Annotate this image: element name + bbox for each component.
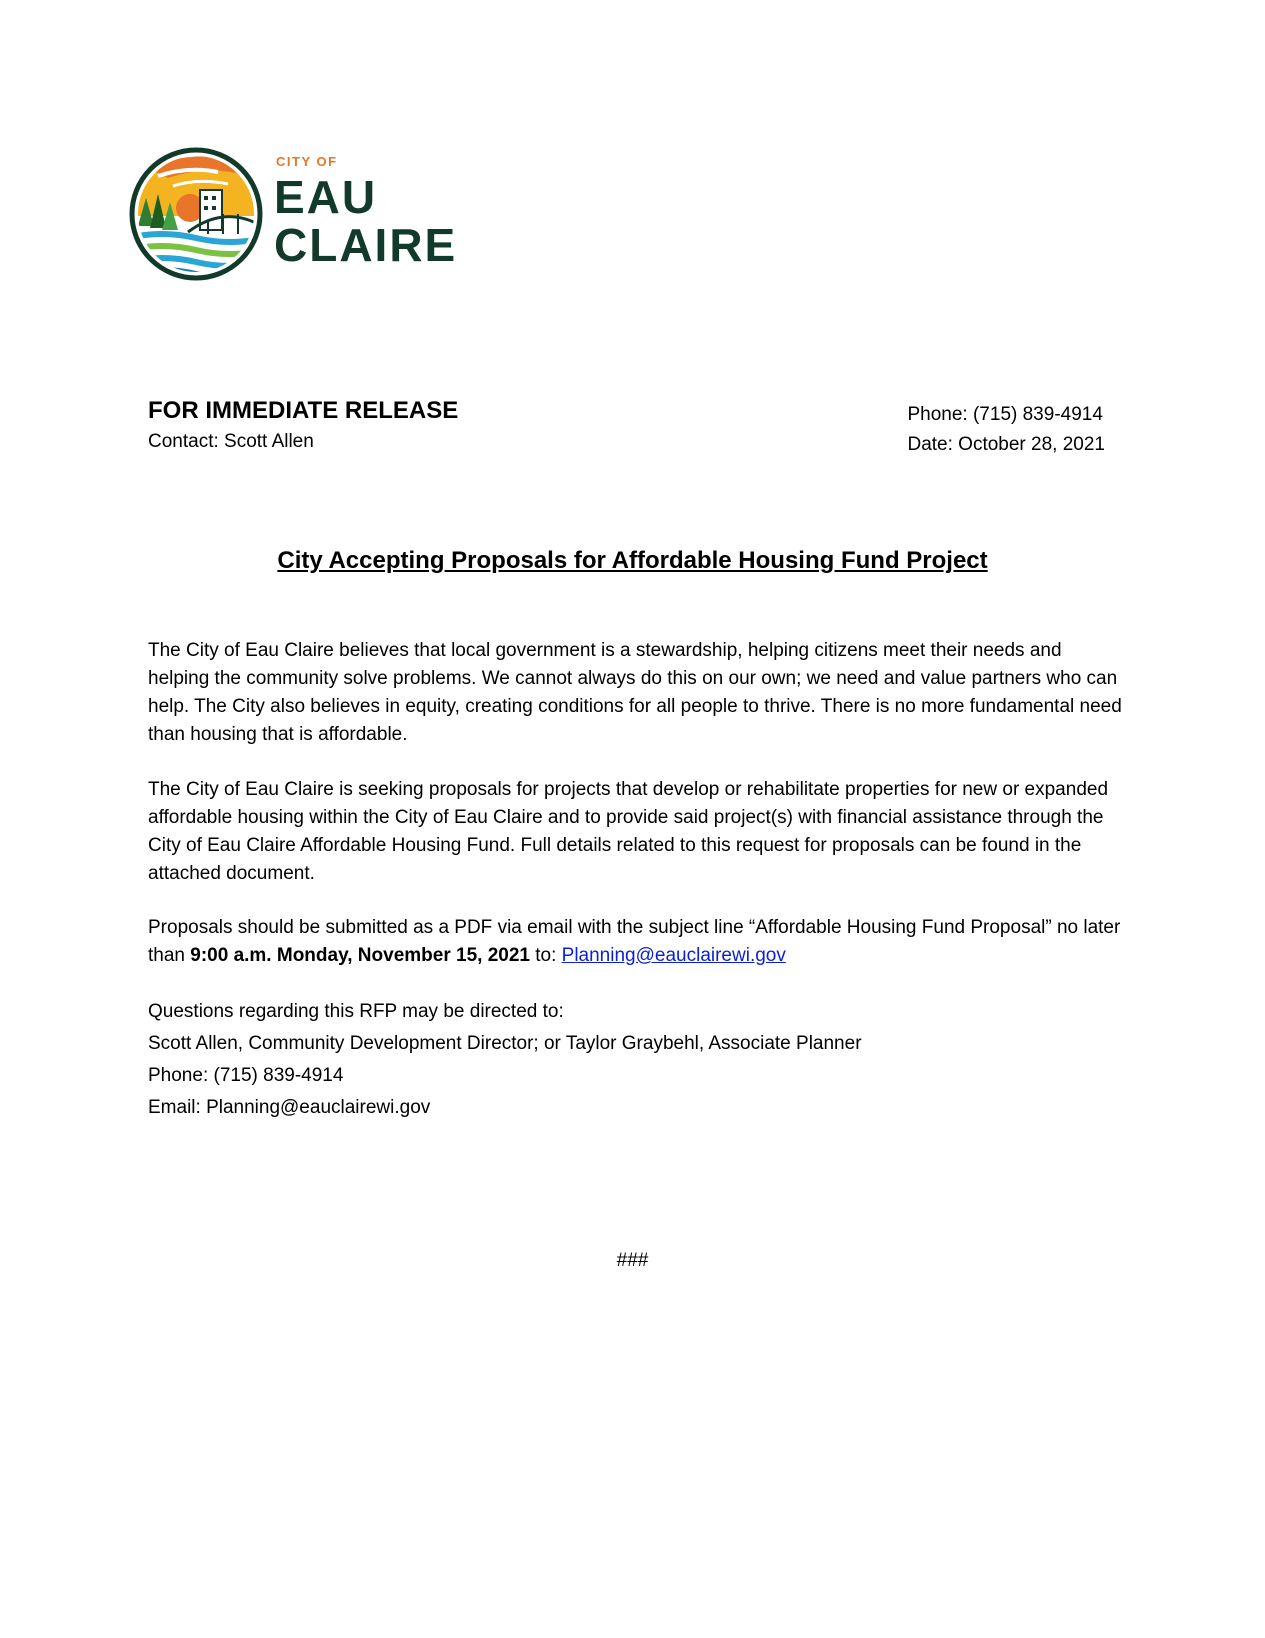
paragraph-submission bbox=[148, 914, 1123, 970]
questions-email: Email: Planning@eauclairewi.gov bbox=[148, 1097, 431, 1118]
questions-intro: Questions regarding this RFP may be directed to: bbox=[148, 1001, 564, 1022]
end-mark: ### bbox=[616, 1250, 649, 1271]
logo-eau-text: EAU bbox=[274, 171, 378, 223]
paragraph-intro: The City of Eau Claire believes that local government is a stewardship, helping citizens meet their needs and helping the community solve problems. We cannot always do this on our own; we need and value partners who can help. The City also believes in equity, creating conditions for all people to thrive. There is no more fundamental need than housing that is affordable. bbox=[148, 640, 1122, 745]
planning-email-link[interactable]: Planning@eauclairewi.gov bbox=[561, 945, 786, 966]
contact-line: Contact: Scott Allen bbox=[148, 431, 314, 452]
release-title: FOR IMMEDIATE RELEASE bbox=[148, 397, 459, 424]
deadline-text: 9:00 a.m. Monday, November 15, 2021 bbox=[190, 945, 530, 966]
page-title: City Accepting Proposals for Affordable Housing Fund Project bbox=[277, 547, 988, 574]
release-meta bbox=[907, 400, 1105, 460]
questions-contacts: Scott Allen, Community Development Director; or Taylor Graybehl, Associate Planner bbox=[148, 1033, 862, 1054]
logo-claire-text: CLAIRE bbox=[274, 219, 458, 271]
phone-line: Phone: (715) 839-4914 bbox=[907, 404, 1103, 425]
questions-phone: Phone: (715) 839-4914 bbox=[148, 1065, 344, 1086]
submission-text: Proposals should be submitted as a PDF via email with the subject line “Affordable Housing Fund Proposal” no later than bbox=[148, 917, 1121, 966]
questions-block bbox=[148, 996, 862, 1124]
city-river-emblem-icon bbox=[128, 146, 264, 282]
paragraph-seeking: The City of Eau Claire is seeking proposals for projects that develop or rehabilitate properties for new or expanded affordable housing within the City of Eau Claire and to provide said project(s) with financial assistance through the City of Eau Claire Affordable Housing Fund. Full details related to this request for proposals can be found in the attached document. bbox=[148, 779, 1109, 884]
logo-city-of-text: CITY OF bbox=[276, 154, 338, 169]
submission-to-text: to: bbox=[529, 945, 562, 966]
city-logo bbox=[128, 146, 468, 282]
release-header bbox=[148, 396, 458, 458]
date-line: Date: October 28, 2021 bbox=[907, 434, 1105, 455]
